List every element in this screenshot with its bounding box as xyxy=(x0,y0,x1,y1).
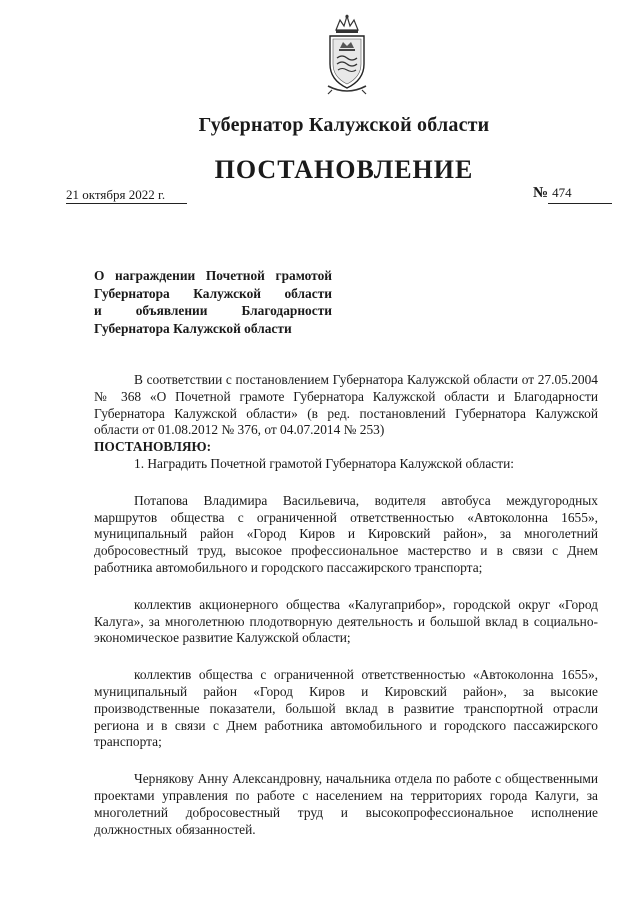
document-number xyxy=(533,183,612,204)
recipient-paragraph: Потапова Владимира Васильевича, водителя автобуса междугородных маршрутов общества с ограниченной ответственностью «Автоколонна 1655», муниципальный район «Город Киров и Кировский район», за многолетний добросовестный труд, высокое профессиональное мастерство и в связи с Днем работника автомобильного и городского пассажирского транспорта; xyxy=(94,492,598,575)
document-subject xyxy=(94,267,332,337)
item-paragraph: 1. Наградить Почетной грамотой Губернатора Калужской области: xyxy=(134,455,514,471)
recipient-paragraph: коллектив акционерного общества «Калугаприбор», городской округ «Город Калуга», за многолетнюю плодотворную деятельность и большой вклад в социально-экономическое развитие Калужской области; xyxy=(94,596,598,646)
subject-line: Губернатора Калужской области xyxy=(94,320,292,336)
subject-line: и объявлении Благодарности xyxy=(94,303,332,318)
issuing-authority: Губернатор Калужской области xyxy=(198,114,490,136)
preamble-paragraph: В соответствии с постановлением Губернатора Калужской области от 27.05.2004 № 368 «О Почетной грамоте Губернатора Калужской области и Благодарности Губернатора Калужской области» (в ред. постановлений Губернатора Калужской области от 01.08.2012 № 376, от 04.07.2014 № 253) xyxy=(94,372,598,438)
recipient-paragraph: Чернякову Анну Александровну, начальника отдела по работе с общественными проектами управления по работе с населением на территориях города Калуги, за многолетний добросовестный труд и высокопрофессиональное исполнение должностных обязанностей. xyxy=(94,771,598,837)
recipient-paragraph: коллектив общества с ограниченной ответственностью «Автоколонна 1655», муниципальный район «Город Киров и Кировский район», за высокие производственные показатели, большой вклад в развитие транспортной отрасли региона и в связи с Днем работника автомобильного и городского пассажирского транспорта; xyxy=(94,667,598,750)
coat-of-arms-icon xyxy=(322,14,372,96)
document-type-title: ПОСТАНОВЛЕНИЕ xyxy=(214,155,474,184)
resolve-heading: ПОСТАНОВЛЯЮ: xyxy=(94,439,212,455)
number-sign: № xyxy=(533,185,549,201)
document-date: 21 октября 2022 г. xyxy=(66,186,187,204)
number-value: 474 xyxy=(548,183,612,204)
subject-line: Губернатора Калужской области xyxy=(94,285,332,301)
subject-line: О награждении Почетной грамотой xyxy=(94,268,332,283)
document-body xyxy=(94,372,598,858)
